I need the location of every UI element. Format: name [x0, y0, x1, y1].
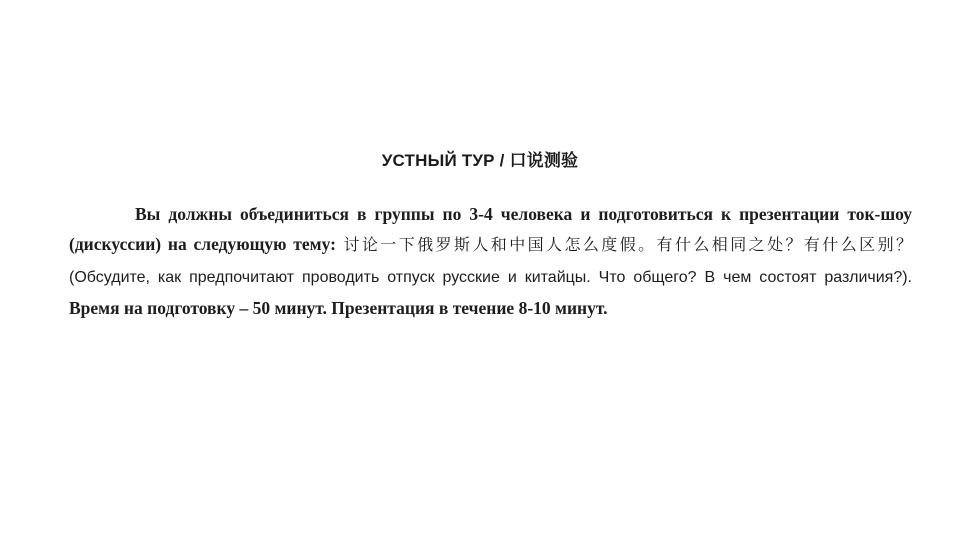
task-instructions: Вы должны объединиться в группы по 3-4 человека и подготовиться к презентации ток-шоу (дискуссии) на следующую тему: — [69, 204, 912, 254]
russian-translation: (Обсудите, как предпочитают проводить отпуск русские и китайцы. Что общего? В чем состоят различия?). — [69, 269, 912, 286]
task-paragraph — [69, 199, 912, 323]
document-title: УСТНЫЙ ТУР / 口说测验 — [381, 151, 579, 170]
time-limits: Время на подготовку – 50 минут. Презентация в течение 8-10 минут. — [69, 298, 608, 318]
chinese-topic: 讨论一下俄罗斯人和中国人怎么度假。有什么相同之处？有什么区别？ — [335, 235, 912, 254]
